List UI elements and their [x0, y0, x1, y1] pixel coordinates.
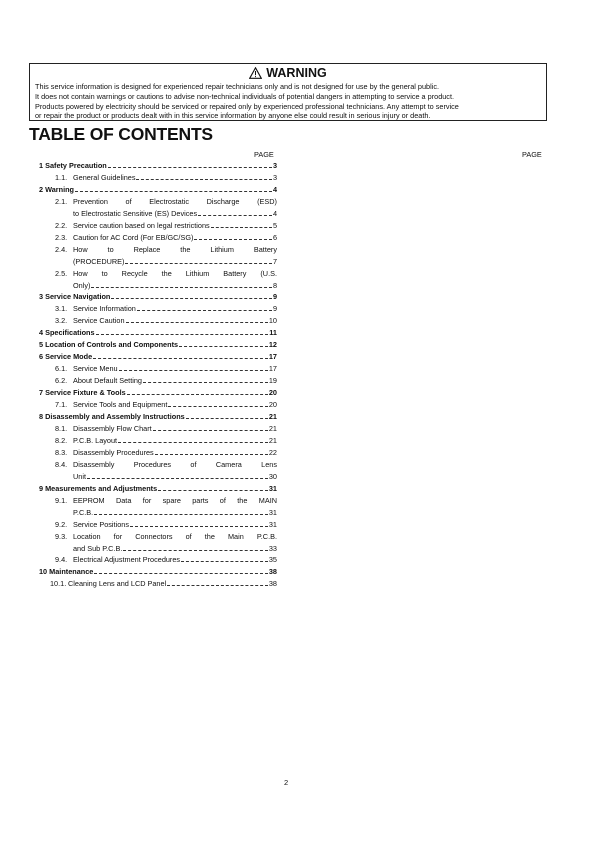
toc-entry-label: EEPROM Data for spare parts of the MAIN — [73, 495, 277, 505]
leader-dots — [119, 370, 268, 371]
leader-dots — [96, 334, 269, 335]
toc-entry[interactable] — [39, 184, 277, 196]
toc-entry-page: 4 — [272, 184, 277, 194]
toc-entry[interactable] — [39, 459, 277, 483]
toc-entry-number: 1.1. — [55, 172, 68, 182]
toc-entry[interactable] — [39, 411, 277, 423]
toc-entry-number: 3.2. — [55, 316, 68, 326]
toc-entry-page: 30 — [268, 471, 277, 481]
warning-title: WARNING — [266, 66, 327, 80]
toc-entry-label: Service Tools and Equipment — [73, 400, 168, 410]
toc-entry[interactable] — [39, 268, 277, 292]
toc-entry-label: Cleaning Lens and LCD Panel — [68, 579, 167, 589]
leader-dots — [155, 454, 268, 455]
toc-entry-page: 17 — [268, 364, 277, 374]
toc-entry-page: 5 — [272, 220, 277, 230]
toc-entry[interactable] — [39, 220, 277, 232]
toc-entry-page: 35 — [268, 555, 277, 565]
toc-entry[interactable] — [39, 531, 277, 555]
toc-entry-label: About Default Setting — [73, 376, 142, 386]
toc-entry-label: How to Replace the Lithium Battery — [73, 244, 277, 254]
toc-entry-label: P.C.B. Layout — [73, 435, 118, 445]
toc-entry-page: 38 — [268, 579, 277, 589]
toc-entry-title — [39, 387, 126, 399]
warning-line: This service information is designed for experienced repair technicians only and is not designed for use by the general public. — [35, 82, 439, 91]
toc-entry[interactable] — [39, 519, 277, 531]
toc-list — [39, 160, 277, 590]
toc-entry-title — [39, 411, 185, 423]
toc-entry-page: 19 — [268, 376, 277, 386]
toc-entry[interactable] — [39, 447, 277, 459]
toc-entry-number: 3.1. — [55, 304, 68, 314]
toc-entry-label-cont: Unit — [73, 471, 86, 481]
leader-dots — [153, 430, 268, 431]
toc-entry-title — [39, 483, 157, 495]
toc-entry-number: 8 — [39, 412, 44, 422]
toc-entry-label: Warning — [45, 184, 75, 194]
toc-entry-label: Service Menu — [73, 364, 118, 374]
toc-entry[interactable] — [39, 303, 277, 315]
leader-dots — [130, 526, 268, 527]
leader-dots — [87, 478, 268, 479]
toc-entry-page: 9 — [272, 292, 277, 302]
warning-triangle-icon — [249, 67, 262, 79]
leader-dots — [136, 179, 271, 180]
toc-entry-number: 9.1. — [55, 495, 68, 505]
toc-entry-number: 6 — [39, 352, 44, 362]
leader-dots — [179, 346, 268, 347]
toc-entry-page: 3 — [272, 172, 277, 182]
toc-entry-number: 7 — [39, 388, 44, 398]
toc-entry-number: 4 — [39, 328, 44, 338]
toc-entry-label-cont: P.C.B. — [73, 507, 94, 517]
toc-entry[interactable] — [39, 160, 277, 172]
toc-entry-page: 4 — [272, 208, 277, 218]
leader-dots — [186, 418, 268, 419]
toc-entry-label-cont: (PROCEDURE) — [73, 256, 125, 266]
toc-entry-label: Location for Connectors of the Main P.C.B. — [73, 531, 277, 541]
toc-entry[interactable] — [39, 483, 277, 495]
toc-entry-number: 8.1. — [55, 423, 68, 433]
toc-entry-page: 8 — [272, 280, 277, 290]
toc-entry[interactable] — [39, 387, 277, 399]
toc-entry-page: 9 — [272, 304, 277, 314]
toc-entry[interactable] — [39, 363, 277, 375]
toc-entry-title — [39, 351, 92, 363]
toc-entry[interactable] — [39, 327, 277, 339]
toc-entry-page: 22 — [268, 447, 277, 457]
warning-line: It does not contain warnings or cautions to advise non-technical individuals of potential dangers in attempting to service a product. — [35, 91, 455, 101]
page-column-label-right: PAGE — [522, 150, 542, 159]
leader-dots — [125, 263, 271, 264]
toc-entry-label: Disassembly Procedures of Camera Lens — [73, 459, 277, 469]
leader-dots — [127, 394, 268, 395]
toc-entry-page: 11 — [269, 328, 277, 338]
leader-dots — [158, 490, 268, 491]
toc-entry-page: 3 — [272, 161, 277, 170]
toc-entry[interactable] — [39, 578, 277, 590]
toc-entry-page: 7 — [272, 256, 277, 266]
toc-entry-number: 6.1. — [55, 364, 68, 374]
toc-entry-label-cont: Only) — [73, 280, 91, 290]
toc-entry-number: 3 — [39, 292, 44, 302]
toc-entry-number: 2.1. — [55, 196, 68, 206]
toc-entry-number: 8.3. — [55, 447, 68, 457]
toc-entry-page: 12 — [268, 340, 277, 350]
toc-entry-label: Disassembly Flow Chart — [73, 423, 152, 433]
toc-entry-label: Disassembly Procedures — [73, 447, 154, 457]
toc-entry-number: 2.5. — [55, 268, 68, 278]
toc-entry-page: 6 — [272, 232, 277, 242]
toc-entry[interactable] — [39, 375, 277, 387]
toc-entry-number: 5 — [39, 340, 44, 350]
leader-dots — [108, 167, 272, 168]
leader-dots — [111, 298, 272, 299]
toc-entry-number: 10.1. — [50, 579, 67, 589]
toc-entry-label: Service Positions — [73, 519, 129, 529]
leader-dots — [93, 358, 268, 359]
leader-dots — [126, 322, 268, 323]
toc-entry-title — [39, 327, 95, 339]
toc-entry[interactable] — [39, 423, 277, 435]
toc-entry-number: 2.4. — [55, 244, 68, 254]
toc-entry[interactable] — [39, 351, 277, 363]
toc-entry-label: Maintenance — [49, 567, 94, 577]
toc-entry-number: 8.2. — [55, 435, 68, 445]
toc-entry-page: 33 — [268, 543, 277, 553]
toc-entry-number: 8.4. — [55, 459, 68, 469]
toc-entry-number: 2.2. — [55, 220, 68, 230]
leader-dots — [211, 227, 272, 228]
warning-heading — [35, 66, 541, 82]
toc-entry-label: Disassembly and Assembly Instructions — [45, 412, 185, 422]
toc-entry-label: Electrical Adjustment Procedures — [73, 555, 181, 565]
toc-entry[interactable] — [39, 315, 277, 327]
toc-entry-label: How to Recycle the Lithium Battery (U.S. — [73, 268, 277, 278]
toc-entry[interactable] — [39, 554, 277, 566]
toc-entry-number: 9.4. — [55, 555, 68, 565]
warning-box — [29, 63, 547, 121]
toc-entry-label-cont: and Sub P.C.B. — [73, 543, 123, 553]
leader-dots — [137, 310, 272, 311]
leader-dots — [198, 215, 272, 216]
warning-text — [35, 82, 541, 121]
leader-dots — [94, 514, 268, 515]
toc-entry[interactable] — [39, 291, 277, 303]
leader-dots — [181, 561, 268, 562]
toc-entry-page: 31 — [268, 519, 277, 529]
toc-entry-label: Service caution based on legal restrictions — [73, 220, 210, 230]
toc-entry-number: 2 — [39, 184, 44, 194]
toc-entry-title — [39, 291, 110, 303]
toc-entry-label: Location of Controls and Components — [45, 340, 179, 350]
toc-entry-label: Service Caution — [73, 316, 125, 326]
toc-heading: TABLE OF CONTENTS — [29, 124, 213, 144]
toc-entry[interactable] — [39, 196, 277, 220]
warning-line: or repair the product or products dealt with in this service information by anyone else could result in serious injury or death. — [35, 111, 431, 121]
toc-entry-page: 31 — [268, 483, 277, 493]
page-column-label-left: PAGE — [254, 150, 274, 159]
toc-entry-label: Service Mode — [45, 352, 93, 362]
toc-entry-page: 21 — [268, 435, 277, 445]
leader-dots — [167, 585, 268, 586]
toc-entry-label: Specifications — [45, 328, 95, 338]
toc-entry-label: Service Navigation — [45, 292, 111, 302]
toc-entry-number: 1 — [39, 161, 44, 170]
toc-entry[interactable] — [39, 495, 277, 519]
toc-entry-label: General Guidelines — [73, 172, 136, 182]
toc-entry-page: 17 — [268, 352, 277, 362]
toc-entry-number: 6.2. — [55, 376, 68, 386]
toc-entry-page: 20 — [268, 400, 277, 410]
leader-dots — [143, 382, 268, 383]
toc-entry-label: Service Information — [73, 304, 136, 314]
toc-entry-label: Service Fixture & Tools — [45, 388, 126, 398]
toc-entry-label: Prevention of Electrostatic Discharge (ESD) — [73, 196, 277, 206]
leader-dots — [168, 406, 268, 407]
toc-entry[interactable] — [39, 435, 277, 447]
toc-entry-page: 21 — [268, 412, 277, 422]
toc-entry-title — [39, 160, 107, 172]
leader-dots — [75, 191, 272, 192]
leader-dots — [194, 239, 272, 240]
toc-entry-number: 9 — [39, 483, 44, 493]
toc-entry-title — [39, 184, 74, 196]
toc-entry[interactable] — [39, 566, 277, 578]
toc-entry[interactable] — [39, 339, 277, 351]
toc-entry-number: 2.3. — [55, 232, 68, 242]
toc-entry-number: 9.3. — [55, 531, 68, 541]
toc-entry-title — [39, 566, 93, 578]
leader-dots — [123, 550, 268, 551]
warning-line: Products powered by electricity should be serviced or repaired only by experienced professional technicians. Any attempt to service — [35, 101, 459, 111]
toc-entry-title — [39, 339, 178, 351]
toc-entry[interactable] — [39, 244, 277, 268]
leader-dots — [94, 573, 268, 574]
toc-entry-page: 20 — [268, 388, 277, 398]
toc-entry[interactable] — [39, 172, 277, 184]
toc-entry-label-cont: to Electrostatic Sensitive (ES) Devices — [73, 208, 198, 218]
leader-dots — [118, 442, 268, 443]
toc-entry-number: 9.2. — [55, 519, 68, 529]
toc-entry[interactable] — [39, 232, 277, 244]
toc-entry-page: 10 — [268, 316, 277, 326]
toc-entry-number: 7.1. — [55, 400, 68, 410]
toc-entry-page: 31 — [268, 507, 277, 517]
toc-entry-page: 38 — [268, 567, 277, 577]
leader-dots — [91, 287, 272, 288]
toc-entry-number: 10 — [39, 567, 48, 577]
page-number: 2 — [284, 778, 289, 787]
toc-entry-label: Measurements and Adjustments — [45, 483, 158, 493]
toc-entry[interactable] — [39, 399, 277, 411]
toc-entry-label: Caution for AC Cord (For EB/GC/SG) — [73, 232, 194, 242]
toc-entry-page: 21 — [268, 423, 277, 433]
toc-entry-label: Safety Precaution — [45, 161, 107, 170]
